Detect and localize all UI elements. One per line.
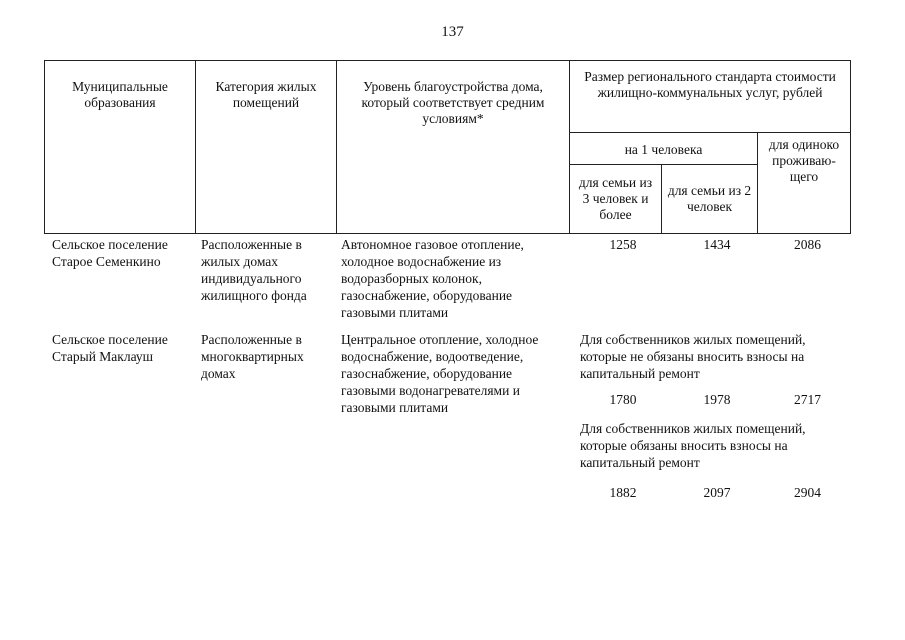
row1-category: Расположенные в жилых домах индивидуального жилищного фонда <box>201 237 307 303</box>
header-amenities: Уровень благоустройства дома, который соответствует средним условиям* <box>337 61 570 234</box>
row2-subgroup1-value-single: 2717 <box>794 392 821 407</box>
row1-amenities: Автономное газовое отопление, холодное водоснабжение из водоразборных колонок, газоснабжение, оборудование газовыми плитами <box>341 237 524 320</box>
table-header <box>44 60 851 234</box>
row2-subgroup2-note: Для собственников жилых помещений, которые обязаны вносить взносы на капитальный ремонт <box>580 421 806 470</box>
row2-subgroup2-value-family-2: 2097 <box>703 485 731 500</box>
header-municipality: Муниципальные образования <box>45 61 196 234</box>
header-category: Категория жилых помещений <box>196 61 337 234</box>
header-per-person: на 1 человека <box>570 133 758 165</box>
page-number: 137 <box>441 24 464 40</box>
row2-municipality: Сельское поселение Старый Маклауш <box>52 332 168 364</box>
row1-value-single: 2086 <box>794 237 821 252</box>
header-family-2: для семьи из 2 человек <box>662 165 758 234</box>
row2-subgroup1-note: Для собственников жилых помещений, которые не обязаны вносить взносы на капитальный ремонт <box>580 332 806 381</box>
header-standard-size: Размер регионального стандарта стоимости жилищно-коммунальных услуг, рублей <box>570 61 851 133</box>
header-family-3: для семьи из 3 человек и более <box>570 165 662 234</box>
row2-subgroup2-value-family-3: 1882 <box>609 485 637 500</box>
row2-subgroup1-value-family-2: 1978 <box>703 392 731 407</box>
header-single: для одиноко проживаю-щего <box>758 133 851 234</box>
row2-category: Расположенные в многоквартирных домах <box>201 332 304 381</box>
row1-municipality: Сельское поселение Старое Семенкино <box>52 237 168 269</box>
row2-subgroup2-value-single: 2904 <box>794 485 821 500</box>
row1-value-family-2: 1434 <box>703 237 731 252</box>
row1-value-family-3: 1258 <box>609 237 637 252</box>
row2-subgroup1-value-family-3: 1780 <box>609 392 637 407</box>
row2-amenities: Центральное отопление, холодное водоснабжение, водоотведение, газоснабжение, оборудование газовыми водонагревателями и газовыми плитами <box>341 332 539 415</box>
